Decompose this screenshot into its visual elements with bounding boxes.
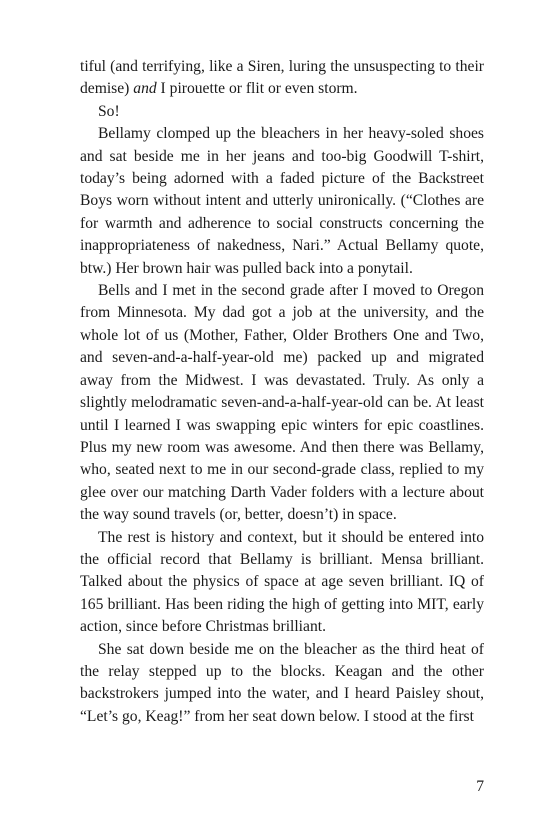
paragraph: Bellamy clomped up the bleachers in her heavy-soled shoes and sat beside me in her jeans and too-big Goodwill T-shirt, today’s being adorned with a faded picture of the Backstreet Boys worn without intent and utterly unironically. (“Clothes are for warmth and adherence to social constructs concerning the inappropriateness of nakedness, Nari.” Actual Bellamy quote, btw.) Her brown hair was pulled back into a ponytail. [80,125,484,277]
body-text [80,56,484,728]
paragraph-text: tiful (and terrifying, like a Siren, luring the unsuspecting to their demise) [80,58,484,98]
page-number: 7 [476,778,484,795]
paragraph: Bells and I met in the second grade after I moved to Oregon from Minnesota. My dad got a job at the university, and the whole lot of us (Mother, Father, Older Brothers One and Two, and seven-and-a-half-year-old me) packed up and migrated away from the Midwest. I was devastated. Truly. As only a slightly melodramatic seven-and-a-half-year-old can be. At least until I learned I was swapping epic winters for epic coastlines. Plus my new room was awesome. And then there was Bellamy, who, seated next to me in our second-grade class, replied to my glee over our matching Darth Vader folders with a lecture about the way sound travels (or, better, doesn’t) in space. [80,282,484,524]
paragraph: The rest is history and context, but it should be entered into the official record that Bellamy is brilliant. Mensa brilliant. Talked about the physics of space at age seven brilliant. IQ of 165 brilliant. Has been riding the high of getting into MIT, early action, since before Christmas brilliant. [80,528,484,636]
paragraph-continuation [80,56,484,101]
paragraph: She sat down beside me on the bleacher as the third heat of the relay stepped up to the blocks. Keagan and the other backstrokers jumped into the water, and I heard Paisley shout, “Let’s go, Keag!” from her seat down below. I stood at the first [80,640,484,725]
paragraph-text: I pirouette or flit or even storm. [156,80,358,98]
emphasis-text: and [133,80,157,98]
paragraph: So! [98,102,120,120]
